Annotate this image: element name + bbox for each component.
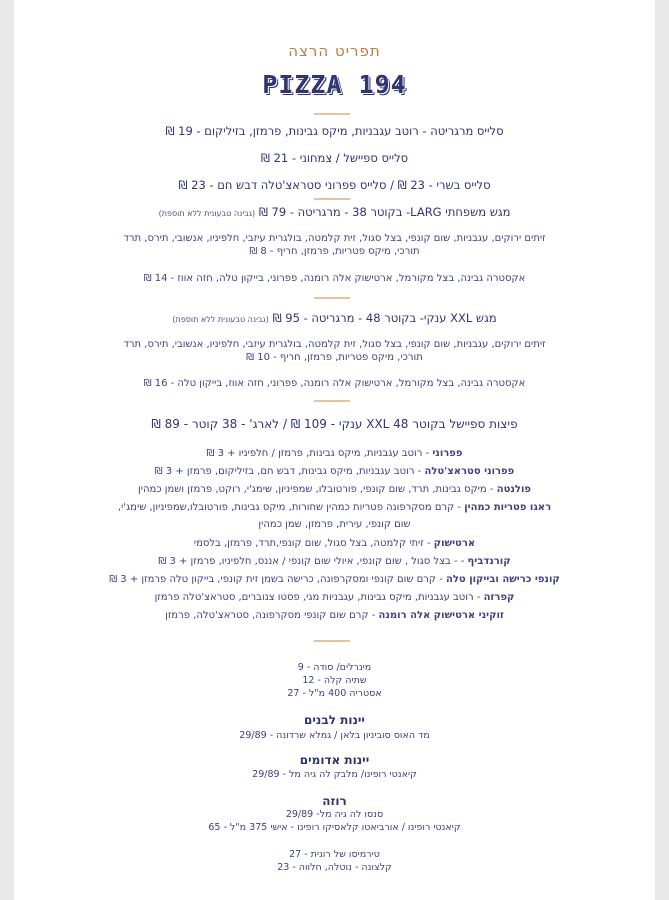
- special-item: קפרזה - רוטב עגבניות, מיקס גבינות, עגבניות מגי, פסטו צנוברים, סטראצ'טלה פרמזן: [154, 592, 515, 603]
- white-wine-item: מד האוס סוביניון בלאן / גמלא שרדונה - 29/89: [239, 730, 430, 741]
- menu-subtitle: תפריט הרצה: [288, 42, 381, 60]
- xxl-extras: אקסטרה גבינה, בצל מקורמל, ארטישוק אלה רומנה, פפרוני, חזה אווז, בייקון טלה - 16 ₪: [143, 378, 526, 389]
- dessert-item: קלצונה - נוטלה, חלווה - 23: [277, 862, 392, 873]
- slice-meat: סלייס בשרי - 23 ₪ / סלייס פפרוני סטראצ'טלה דבש חם - 23 ₪: [178, 178, 491, 192]
- drink-item: מינרלים/ סודה - 9: [297, 662, 372, 673]
- special-item: קורנדביף - - בצל סגול , שום קונפי, איולי שום קונפי / אננס, חלפיניו, פרמזן + 3 ₪: [158, 556, 511, 567]
- special-pizzas-title: פיצות ספיישל בקוטר XXL 48 ענקי - 109 ₪ / לארג' - 38 קוטר - 89 ₪: [151, 417, 518, 431]
- special-item: ראגו פטריות כמהין - קרם מסקרפונה פטריות כמהין שחורות, מיקס גבינות, פורטובלו,שמפיניון, שימג'י,: [117, 502, 552, 513]
- divider: [314, 297, 350, 299]
- family-toppings-line2: תורכי, מיקס פטריות, פרמזן, חריף - 8 ₪: [249, 246, 420, 257]
- white-wine-heading: יינות לבנים: [304, 713, 365, 727]
- special-item: פפרוני סטראצ'טלה - רוטב עגבניות, מיקס גבינות, דבש חם, בזיליקום, פרמזן + 3 ₪: [154, 466, 515, 477]
- slice-special: סלייס ספיישל / צמחוני - 21 ₪: [260, 151, 409, 165]
- rose-heading: רוזה: [322, 794, 347, 808]
- red-wine-heading: יינות אדומים: [299, 753, 370, 767]
- rose-item: סנסו לה גיה מל- 29/89: [285, 809, 384, 820]
- family-tray-note: (גבינה טבעונית ללא תוספת): [158, 209, 256, 218]
- divider: [314, 113, 350, 115]
- special-item: פפרוני - רוטב עגבניות, מיקס גבינות, פרמזן / חלפיניו + 3 ₪: [206, 448, 463, 459]
- family-toppings-line1: זיתים ירוקים, עגבניות, שום קונפי, בצל סגול, זית קלמטה, בולגרית עיזבי, חלפיניו, אנשובי, תירס, תרד: [123, 233, 546, 244]
- rose-item: קיאנטי רופינו / אורביאטו קלאסיקו רופינו - אישי 375 מ"ל - 65: [208, 822, 461, 833]
- special-item-continued: שום קונפי, עירית, פרמזן, שמן כמהין: [258, 519, 411, 530]
- divider: [314, 640, 350, 642]
- special-item: פולנטה - מיקס גבינות, תרד, שום קונפי, פורטובלו, שמפיניון, שימג'י, רוקט, פרמזן ושמן כמהין: [138, 484, 531, 495]
- xxl-tray-price: מגש XXL ענקי- בקוטר 48 - מרגריטה - 95 ₪: [272, 311, 497, 325]
- drink-item: שתיה קלה - 12: [302, 675, 367, 686]
- divider: [314, 198, 350, 200]
- divider: [314, 400, 350, 402]
- xxl-tray-title: [14, 311, 655, 325]
- menu-page: [14, 0, 655, 900]
- special-item: ארטישוק - זיתי קלמטה, בצל סגול, שום קונפי,תרד, פרמזן, בלסמי: [193, 538, 476, 549]
- family-extras: אקסטרה גבינה, בצל מקורמל, ארטישוק אלה רומנה, פפרוני, בייקון טלה, חזה אווז - 14 ₪: [143, 273, 526, 284]
- red-wine-item: קיאנטי רופינו/ מלבק לה גיה מל - 29/89: [252, 769, 417, 780]
- pizza-logo: PIZZA 194: [262, 70, 407, 99]
- xxl-toppings-line1: זיתים ירוקים, עגבניות, שום קונפי, בצל סגול, זית קלמטה, בולגרית עיזבי, חלפיניו, אנשובי, תירס, תרד: [123, 339, 546, 350]
- family-tray-title: [14, 205, 655, 219]
- slice-margherita: סלייס מרגריטה - רוטב עגבניות, מיקס גבינות, פרמזן, בזיליקום - 19 ₪: [165, 124, 504, 138]
- xxl-toppings-line2: תורכי, מיקס פטריות, פרמזן, חריף - 10 ₪: [246, 352, 423, 363]
- special-item: קונפי כרישה ובייקון טלה - קרם שום קונפי ומסקרפונה, כרישה בשמן זית קונפי, בייקון טלה פרמזן + 3 ₪: [109, 574, 560, 585]
- dessert-item: טירמיסו של רונית - 27: [289, 849, 380, 860]
- xxl-tray-note: (גבינה טבעונית ללא תוספת): [172, 315, 269, 324]
- family-tray-price: מגש משפחתי LARG- בקוטר 38 - מרגריטה - 79 ₪: [258, 205, 511, 219]
- drink-item: אסטריה 400 מ"ל - 27: [287, 688, 382, 699]
- special-item: זוקיני ארטישוק אלה רומנה - קרם שום קונפי מסקרפונה, סטראצ'טלה, פרמזן: [165, 610, 504, 621]
